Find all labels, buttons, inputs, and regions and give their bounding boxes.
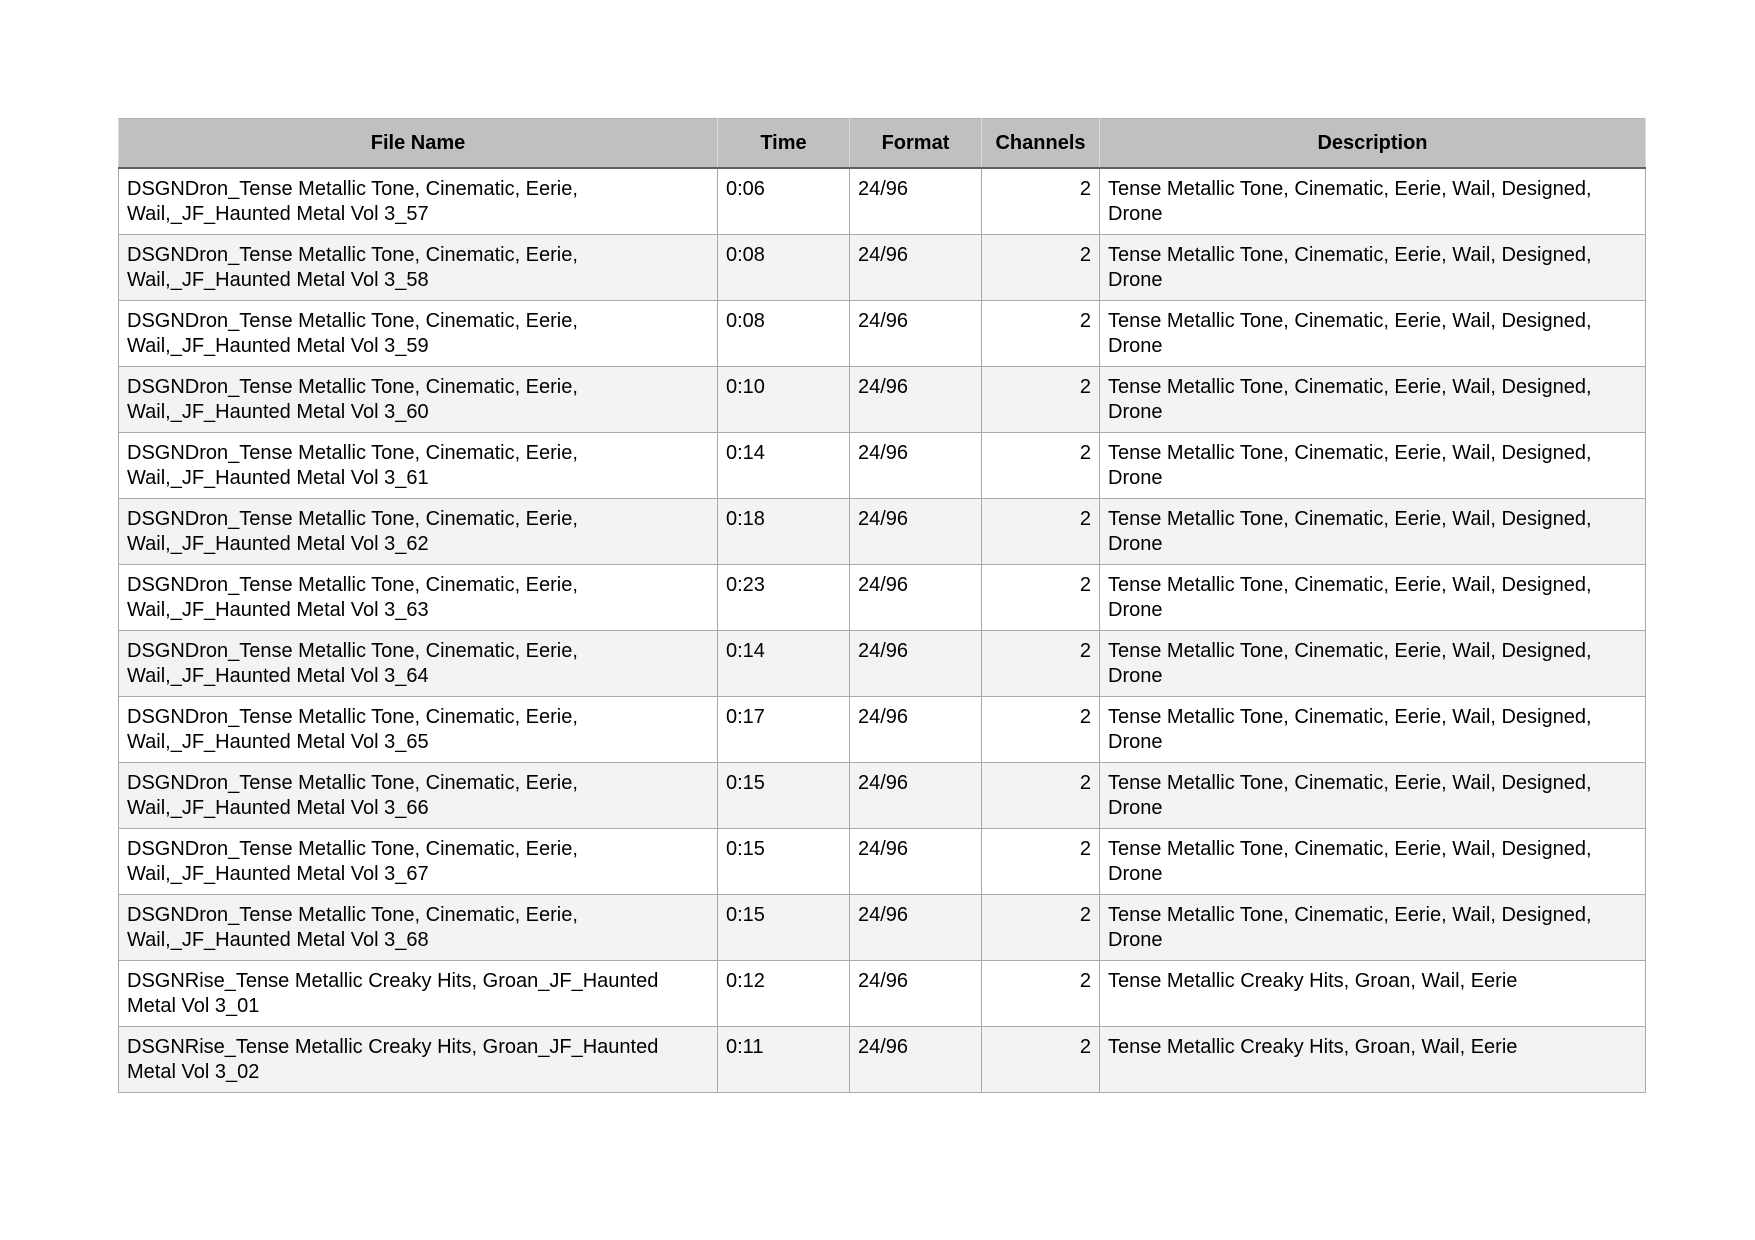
table-row [119,300,1646,366]
cell-channels: 2 [982,828,1100,894]
cell-description: Tense Metallic Tone, Cinematic, Eerie, Wail, Designed, Drone [1100,234,1646,300]
cell-format: 24/96 [850,894,982,960]
header-description: Description [1100,119,1646,169]
cell-channels: 2 [982,300,1100,366]
table-body [119,168,1646,1092]
cell-format: 24/96 [850,498,982,564]
cell-format: 24/96 [850,234,982,300]
cell-channels: 2 [982,498,1100,564]
cell-format: 24/96 [850,960,982,1026]
cell-description: Tense Metallic Creaky Hits, Groan, Wail, Eerie [1100,1026,1646,1092]
table-row [119,828,1646,894]
table-row [119,696,1646,762]
cell-time: 0:23 [718,564,850,630]
cell-channels: 2 [982,366,1100,432]
cell-file-name: DSGNDron_Tense Metallic Tone, Cinematic, Eerie, Wail,_JF_Haunted Metal Vol 3_60 [119,366,718,432]
cell-file-name: DSGNDron_Tense Metallic Tone, Cinematic, Eerie, Wail,_JF_Haunted Metal Vol 3_65 [119,696,718,762]
cell-time: 0:14 [718,432,850,498]
cell-description: Tense Metallic Tone, Cinematic, Eerie, Wail, Designed, Drone [1100,564,1646,630]
cell-file-name: DSGNDron_Tense Metallic Tone, Cinematic, Eerie, Wail,_JF_Haunted Metal Vol 3_58 [119,234,718,300]
table-row [119,630,1646,696]
cell-description: Tense Metallic Tone, Cinematic, Eerie, Wail, Designed, Drone [1100,300,1646,366]
table-row [119,762,1646,828]
cell-file-name: DSGNDron_Tense Metallic Tone, Cinematic, Eerie, Wail,_JF_Haunted Metal Vol 3_64 [119,630,718,696]
cell-file-name: DSGNDron_Tense Metallic Tone, Cinematic, Eerie, Wail,_JF_Haunted Metal Vol 3_59 [119,300,718,366]
cell-time: 0:18 [718,498,850,564]
cell-file-name: DSGNDron_Tense Metallic Tone, Cinematic, Eerie, Wail,_JF_Haunted Metal Vol 3_63 [119,564,718,630]
cell-file-name: DSGNRise_Tense Metallic Creaky Hits, Groan_JF_Haunted Metal Vol 3_01 [119,960,718,1026]
cell-description: Tense Metallic Tone, Cinematic, Eerie, Wail, Designed, Drone [1100,762,1646,828]
cell-format: 24/96 [850,828,982,894]
cell-format: 24/96 [850,1026,982,1092]
cell-description: Tense Metallic Tone, Cinematic, Eerie, Wail, Designed, Drone [1100,630,1646,696]
cell-format: 24/96 [850,696,982,762]
cell-channels: 2 [982,894,1100,960]
cell-format: 24/96 [850,300,982,366]
cell-channels: 2 [982,960,1100,1026]
cell-channels: 2 [982,1026,1100,1092]
cell-time: 0:08 [718,300,850,366]
cell-description: Tense Metallic Creaky Hits, Groan, Wail, Eerie [1100,960,1646,1026]
table-row [119,960,1646,1026]
table-row [119,366,1646,432]
cell-format: 24/96 [850,366,982,432]
cell-channels: 2 [982,168,1100,234]
cell-file-name: DSGNDron_Tense Metallic Tone, Cinematic, Eerie, Wail,_JF_Haunted Metal Vol 3_67 [119,828,718,894]
cell-description: Tense Metallic Tone, Cinematic, Eerie, Wail, Designed, Drone [1100,894,1646,960]
cell-time: 0:11 [718,1026,850,1092]
cell-description: Tense Metallic Tone, Cinematic, Eerie, Wail, Designed, Drone [1100,696,1646,762]
cell-format: 24/96 [850,564,982,630]
table-row [119,234,1646,300]
cell-file-name: DSGNDron_Tense Metallic Tone, Cinematic, Eerie, Wail,_JF_Haunted Metal Vol 3_61 [119,432,718,498]
cell-time: 0:15 [718,894,850,960]
table-header [119,119,1646,169]
cell-time: 0:15 [718,762,850,828]
cell-time: 0:15 [718,828,850,894]
header-format: Format [850,119,982,169]
sound-file-list [118,118,1645,1093]
cell-description: Tense Metallic Tone, Cinematic, Eerie, Wail, Designed, Drone [1100,498,1646,564]
cell-time: 0:12 [718,960,850,1026]
cell-time: 0:08 [718,234,850,300]
cell-channels: 2 [982,762,1100,828]
cell-channels: 2 [982,234,1100,300]
cell-description: Tense Metallic Tone, Cinematic, Eerie, Wail, Designed, Drone [1100,168,1646,234]
cell-time: 0:06 [718,168,850,234]
cell-format: 24/96 [850,762,982,828]
cell-file-name: DSGNDron_Tense Metallic Tone, Cinematic, Eerie, Wail,_JF_Haunted Metal Vol 3_62 [119,498,718,564]
header-row [119,119,1646,169]
cell-channels: 2 [982,564,1100,630]
table-row [119,168,1646,234]
table-row [119,498,1646,564]
file-table [118,118,1646,1093]
cell-file-name: DSGNDron_Tense Metallic Tone, Cinematic, Eerie, Wail,_JF_Haunted Metal Vol 3_66 [119,762,718,828]
cell-time: 0:14 [718,630,850,696]
cell-format: 24/96 [850,432,982,498]
cell-time: 0:10 [718,366,850,432]
table-row [119,564,1646,630]
header-file-name: File Name [119,119,718,169]
cell-file-name: DSGNDron_Tense Metallic Tone, Cinematic, Eerie, Wail,_JF_Haunted Metal Vol 3_57 [119,168,718,234]
cell-channels: 2 [982,432,1100,498]
table-row [119,1026,1646,1092]
cell-file-name: DSGNDron_Tense Metallic Tone, Cinematic, Eerie, Wail,_JF_Haunted Metal Vol 3_68 [119,894,718,960]
cell-format: 24/96 [850,168,982,234]
table-row [119,894,1646,960]
cell-channels: 2 [982,630,1100,696]
cell-description: Tense Metallic Tone, Cinematic, Eerie, Wail, Designed, Drone [1100,828,1646,894]
table-row [119,432,1646,498]
cell-channels: 2 [982,696,1100,762]
cell-time: 0:17 [718,696,850,762]
cell-file-name: DSGNRise_Tense Metallic Creaky Hits, Groan_JF_Haunted Metal Vol 3_02 [119,1026,718,1092]
header-channels: Channels [982,119,1100,169]
cell-format: 24/96 [850,630,982,696]
cell-description: Tense Metallic Tone, Cinematic, Eerie, Wail, Designed, Drone [1100,432,1646,498]
header-time: Time [718,119,850,169]
cell-description: Tense Metallic Tone, Cinematic, Eerie, Wail, Designed, Drone [1100,366,1646,432]
